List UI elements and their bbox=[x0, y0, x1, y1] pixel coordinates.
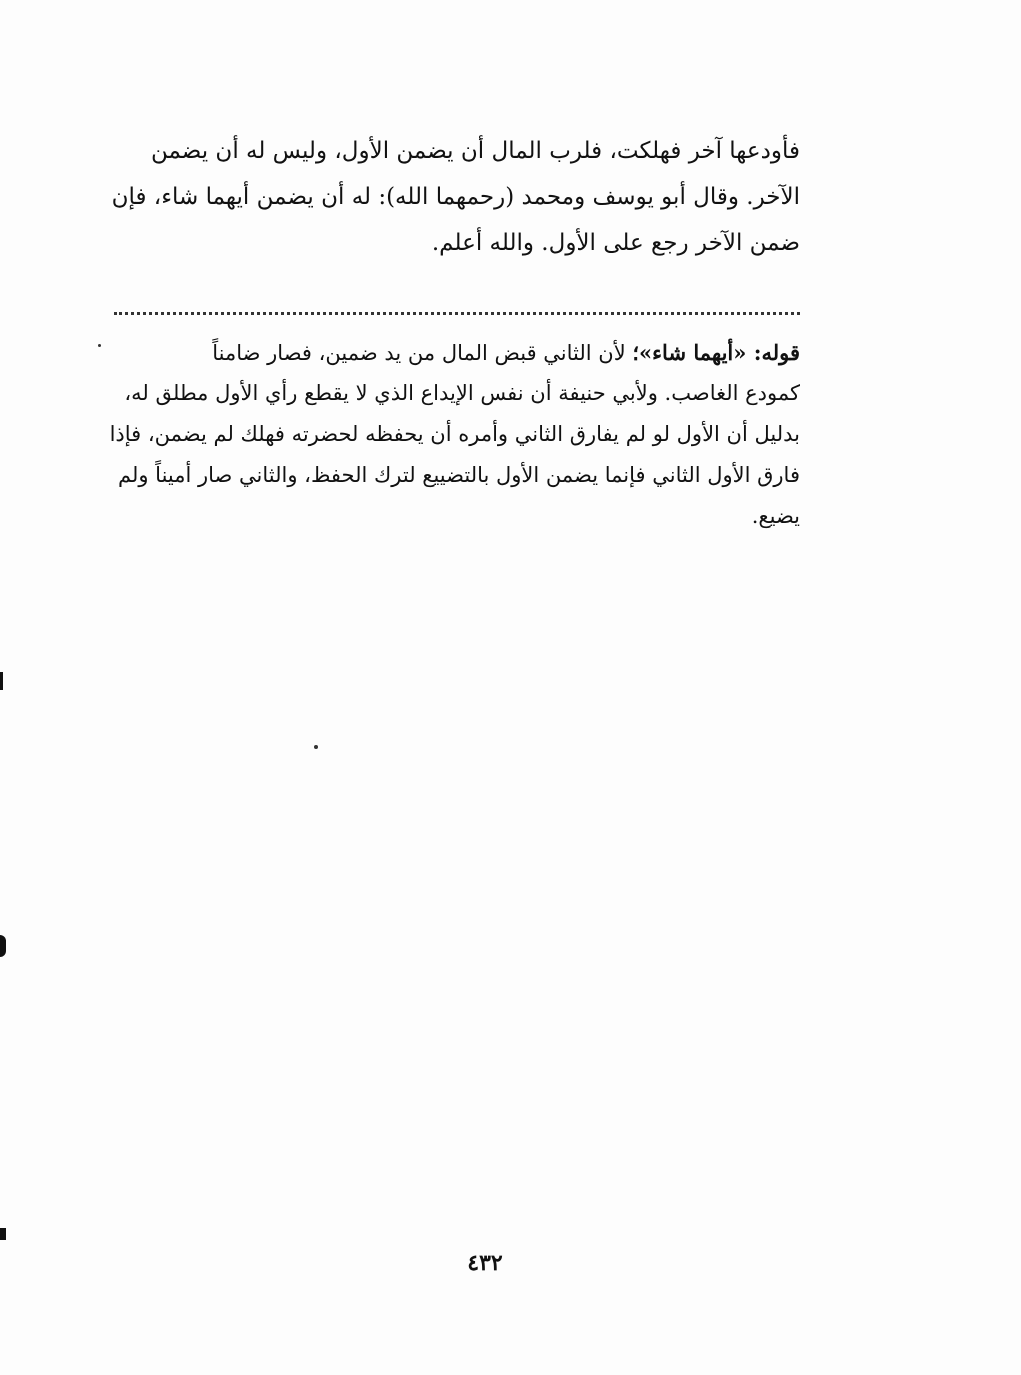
main-text-line: فأودعها آخر فهلكت، فلرب المال أن يضمن الأول، وليس له أن يضمن bbox=[150, 138, 800, 164]
scan-edge-mark bbox=[0, 1228, 6, 1240]
commentary-first-line-rest: لأن الثاني قبض المال من يد ضمين، فصار ضامناً bbox=[212, 341, 633, 365]
page-number: ٤٣٢ bbox=[467, 1250, 503, 1276]
main-text bbox=[108, 128, 800, 266]
scan-edge-mark bbox=[0, 672, 3, 690]
commentary-lead: قوله: «أيهما شاء»؛ bbox=[632, 340, 800, 365]
commentary-line: فارق الأول الثاني فإنما يضمن الأول بالتضييع لترك الحفظ، والثاني صار أميناً ولم bbox=[117, 463, 800, 487]
main-text-line: ضمن الآخر رجع على الأول. والله أعلم. bbox=[431, 230, 800, 256]
commentary-line: بدليل أن الأول لو لم يفارق الثاني وأمره أن يحفظه لحضرته فهلك لم يضمن، فإذا bbox=[109, 422, 800, 446]
commentary-line: يضيع. bbox=[751, 504, 800, 528]
scan-speck bbox=[314, 745, 318, 749]
commentary-line: كمودع الغاصب. ولأبي حنيفة أن نفس الإيداع الذي لا يقطع رأي الأول مطلق له، bbox=[124, 381, 800, 405]
commentary bbox=[108, 332, 800, 537]
main-text-line: الآخر. وقال أبو يوسف ومحمد (رحمهما الله): له أن يضمن أيهما شاء، فإن bbox=[111, 184, 800, 210]
scan-edge-mark bbox=[0, 935, 6, 957]
dotted-separator bbox=[114, 312, 800, 319]
commentary-line bbox=[108, 332, 800, 373]
scan-speck bbox=[98, 344, 101, 347]
